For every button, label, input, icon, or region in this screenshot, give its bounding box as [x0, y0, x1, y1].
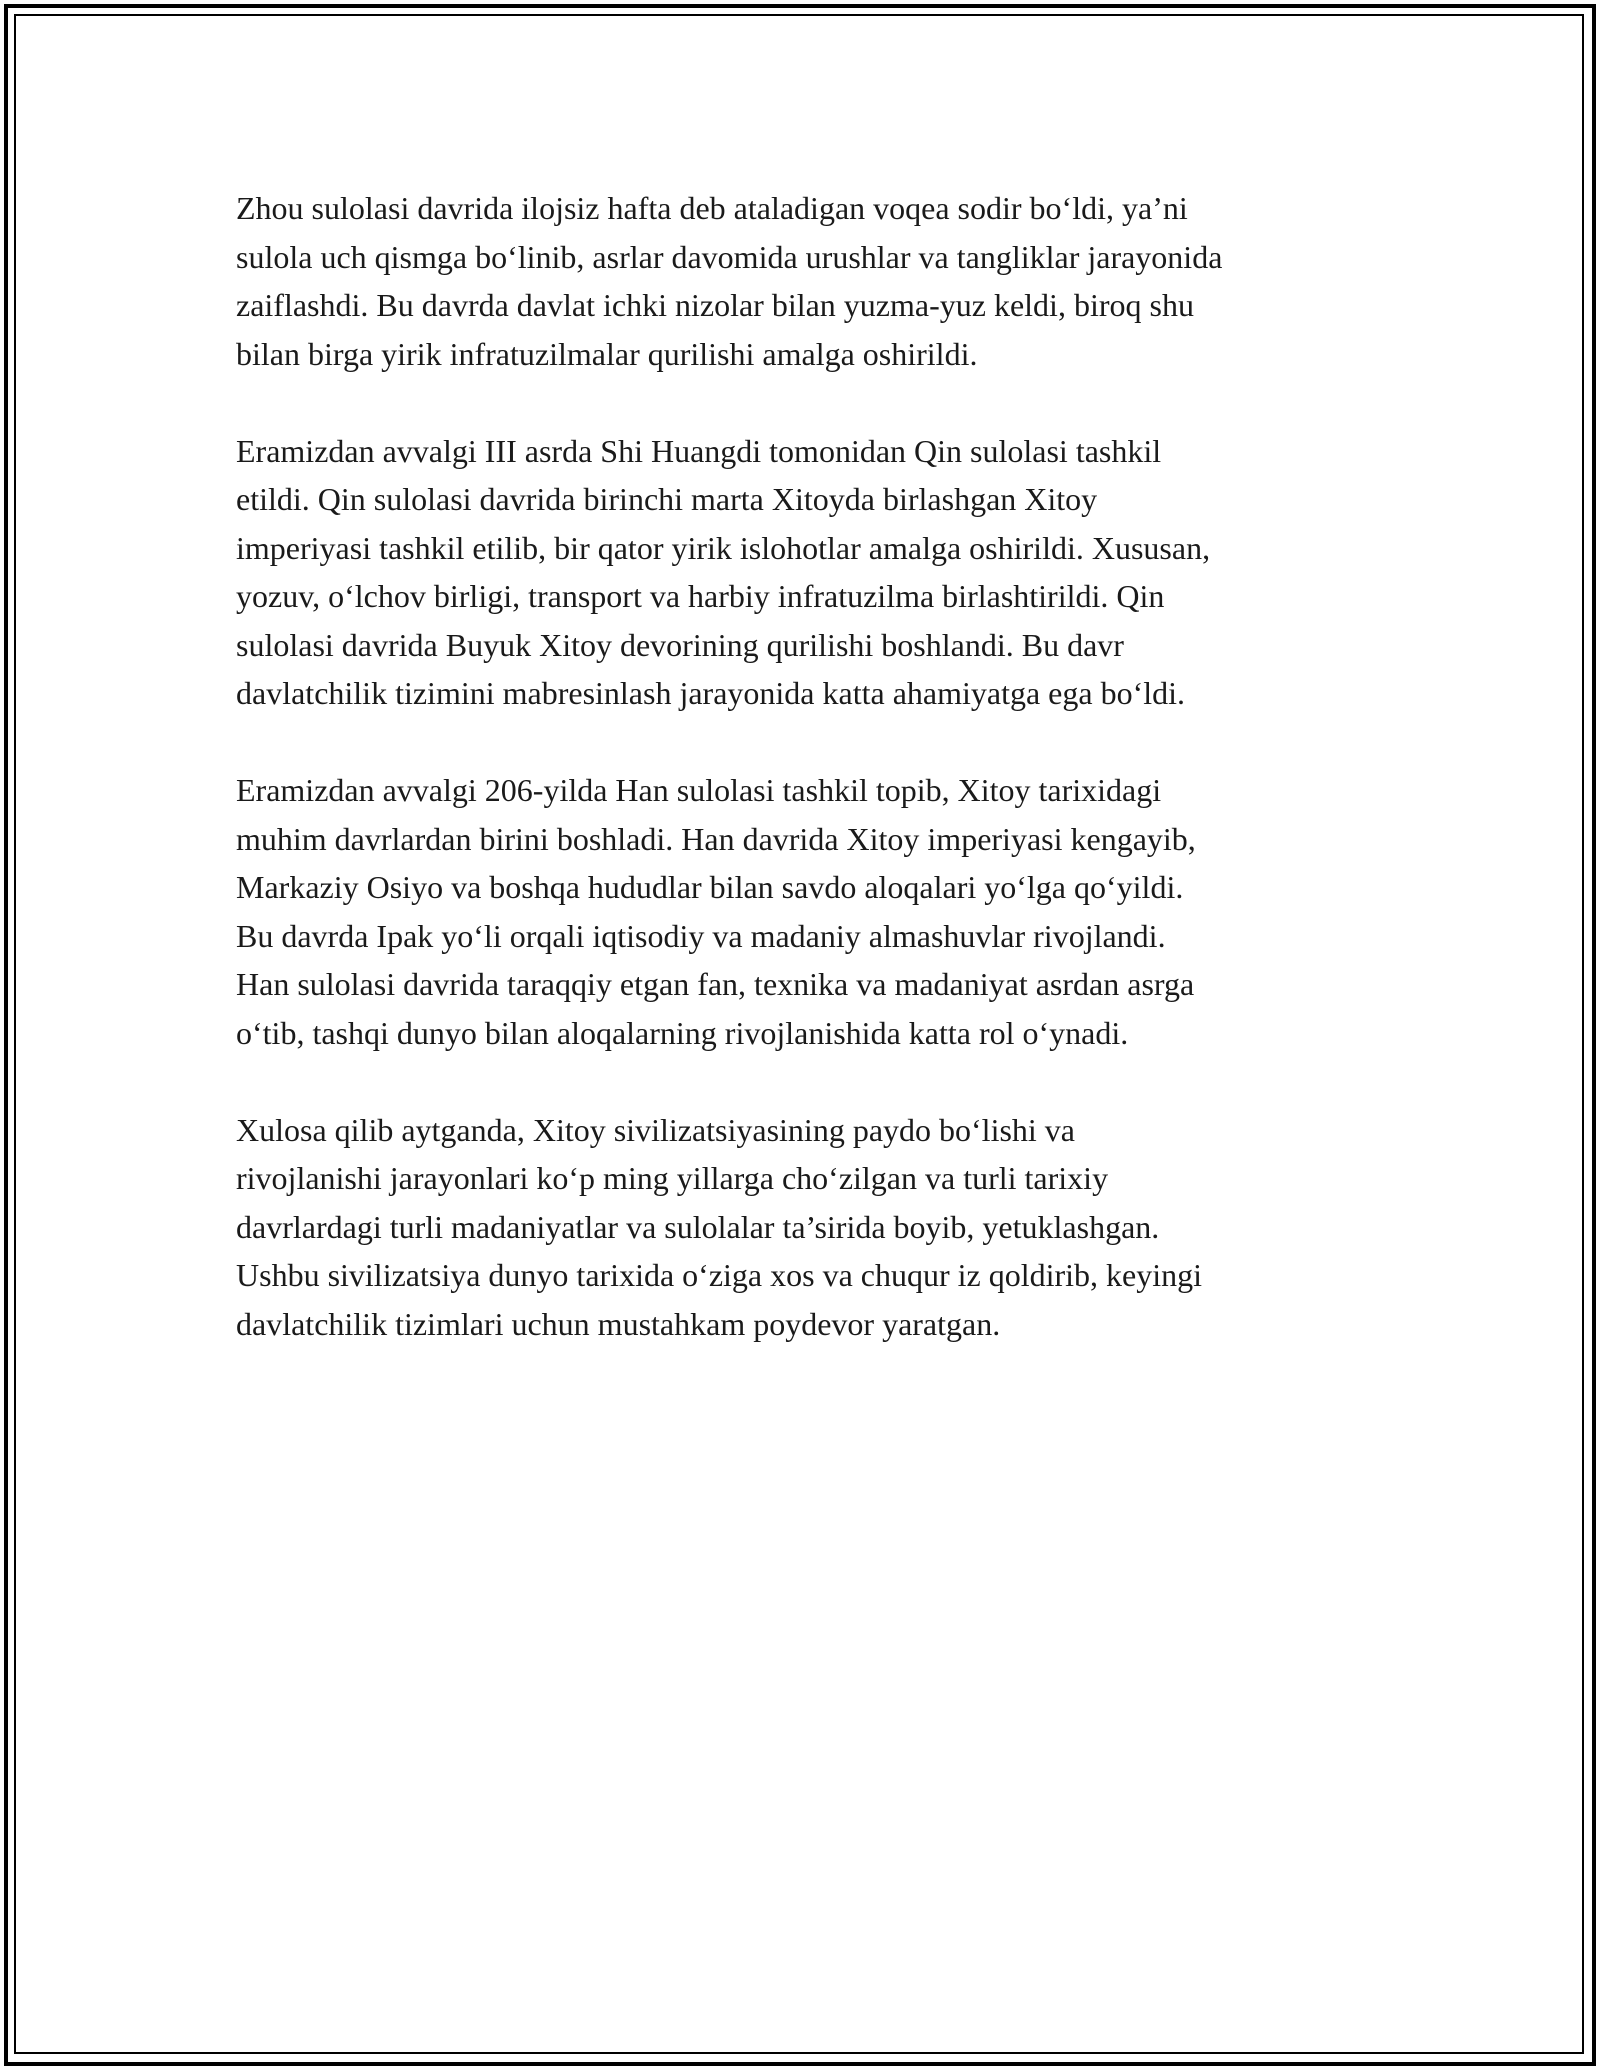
text-line: muhim davrlardan birini boshladi. Han davrida Xitoy imperiyasi kengayib, — [236, 820, 1196, 857]
text-line: Eramizdan avvalgi III asrda Shi Huangdi tomonidan Qin sulolasi tashkil — [236, 432, 1162, 469]
text-line: Eramizdan avvalgi 206-yilda Han sulolasi tashkil topib, Xitoy tarixidagi — [236, 772, 1162, 808]
text-line: davrlardagi turli madaniyatlar va sulolalar ta’sirida boyib, yetuklashgan. — [236, 1208, 1160, 1245]
document-body — [236, 184, 1386, 1397]
text-line: yozuv, o‘lchov birligi, transport va harbiy infratuzilma birlashtirildi. Qin — [236, 578, 1165, 614]
text-line: davlatchilik tizimini mabresinlash jarayonida katta ahamiyatga ega bo‘ldi. — [236, 675, 1186, 711]
text-line: Xulosa qilib aytganda, Xitoy sivilizatsiyasining paydo bo‘lishi va — [236, 1111, 1075, 1148]
text-line: Ushbu sivilizatsiya dunyo tarixida o‘ziga xos va chuqur iz qoldirib, keyingi — [236, 1257, 1203, 1293]
text-line: bilan birga yirik infratuzilmalar qurilishi amalga oshirildi. — [236, 335, 978, 372]
text-line: etildi. Qin sulolasi davrida birinchi marta Xitoyda birlashgan Xitoy — [236, 481, 1098, 517]
text-line: sulola uch qismga bo‘linib, asrlar davomida urushlar va tangliklar jarayonida — [236, 238, 1223, 275]
text-line: zaiflashdi. Bu davrda davlat ichki nizolar bilan yuzma-yuz keldi, biroq shu — [236, 287, 1194, 323]
text-line: Bu davrda Ipak yo‘li orqali iqtisodiy va madaniy almashuvlar rivojlandi. — [236, 917, 1166, 954]
text-line: Han sulolasi davrida taraqqiy etgan fan, texnika va madaniyat asrdan asrga — [236, 966, 1195, 1002]
text-line: o‘tib, tashqi dunyo bilan aloqalarning rivojlanishida katta rol o‘ynadi. — [236, 1014, 1129, 1051]
text-line: davlatchilik tizimlari uchun mustahkam poydevor yaratgan. — [236, 1305, 1001, 1342]
text-line: rivojlanishi jarayonlari ko‘p ming yillarga cho‘zilgan va turli tarixiy — [236, 1160, 1109, 1196]
paragraph-2 — [236, 427, 1386, 718]
paragraph-4 — [236, 1106, 1386, 1349]
text-line: Zhou sulolasi davrida ilojsiz hafta deb ataladigan voqea sodir bo‘ldi, ya’ni — [236, 190, 1188, 226]
text-line: imperiyasi tashkil etilib, bir qator yirik islohotlar amalga oshirildi. Xususan, — [236, 529, 1211, 566]
paragraph-3 — [236, 766, 1386, 1057]
text-line: sulolasi davrida Buyuk Xitoy devorining qurilishi boshlandi. Bu davr — [236, 626, 1124, 663]
text-line: Markaziy Osiyo va boshqa hududlar bilan savdo aloqalari yo‘lga qo‘yildi. — [236, 869, 1184, 905]
paragraph-1 — [236, 184, 1386, 378]
